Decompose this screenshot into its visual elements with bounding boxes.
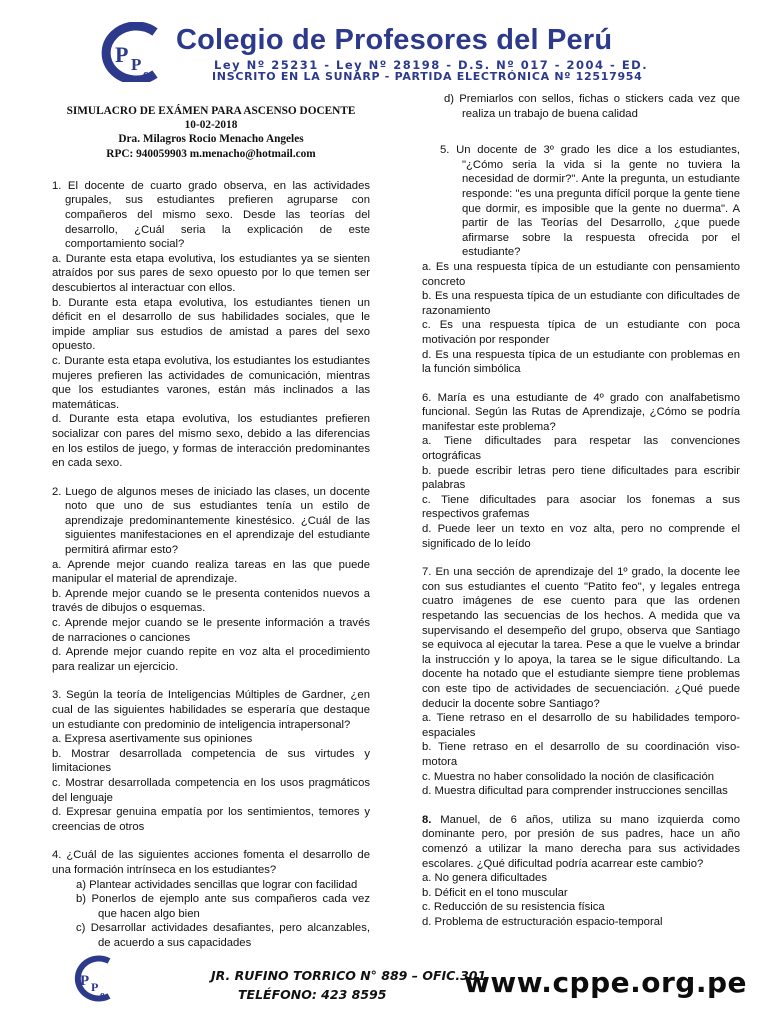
question-stem: 6. María es una estudiante de 4º grado con analfabetismo funcional. Según las Rutas de Aprendizaje, ¿Cómo se podría manifestar este problema? (422, 391, 740, 433)
legal-line: Ley Nº 25231 - Ley Nº 28198 - D.S. Nº 017 - 2004 - ED. (214, 58, 649, 72)
left-column (52, 104, 370, 965)
question-5 (422, 143, 740, 377)
footer-phone: TELÉFONO: 423 8595 (238, 987, 387, 1002)
option-a: a. No genera dificultades (422, 872, 547, 885)
option-c: c. Mostrar desarrollada competencia en los usos pragmáticos del lenguaje (52, 776, 370, 804)
option-a: a. Tiene retraso en el desarrollo de su habilidades temporo-espaciales (422, 712, 740, 739)
college-logo (93, 22, 169, 82)
svg-text:e: e (100, 990, 105, 1001)
option-a: a. Aprende mejor cuando realiza tareas en las que puede manipular el material de aprendizaje. (52, 558, 370, 586)
question-2 (52, 485, 370, 675)
document-title: SIMULACRO DE EXÁMEN PARA ASCENSO DOCENTE (66, 105, 356, 117)
document-contact: RPC: 940059903 m.menacho@hotmail.com (106, 147, 316, 160)
website-link[interactable]: www.cppe.org.pe (464, 966, 748, 999)
option-d: d. Durante esta etapa evolutiva, los estudiantes prefieren socializar con pares del mismo sexo, debido a las diferencias en los estilos de juego, y formas de interacción predominantes en cada sexo. (52, 413, 370, 470)
option-d: d) Premiarlos con sellos, fichas o stickers cada vez que realiza un trabajo de buena calidad (444, 93, 740, 120)
question-8 (422, 813, 740, 930)
svg-text:P: P (80, 973, 90, 989)
question-6 (422, 391, 740, 552)
option-b: b. Es una respuesta típica de un estudiante con dificultades de razonamiento (422, 290, 740, 317)
question-1 (52, 179, 370, 471)
question-stem: 5. Un docente de 3º grado les dice a los estudiantes, "¿Cómo seria la vida si la gente no tuviera la necesidad de dormir?". Ante la pregunta, un estudiante responde: "es una pregunta difícil porque la gente tiene que dormir, es imposible que la gente no duerma". A partir de las Teorías del Desarrollo, ¿que puede afirmarse sobre la respuesta ofrecida por el estudiante? (440, 144, 740, 259)
option-d: d. Problema de estructuración espacio-temporal (422, 915, 663, 928)
question-number: 8. (422, 813, 432, 826)
document-date: 10-02-2018 (184, 119, 238, 132)
right-column (422, 92, 740, 943)
option-d: d. Puede leer un texto en voz alta, pero no comprende el significado de lo leído (422, 523, 740, 550)
option-c: c. Aprende mejor cuando se le presente información a través de narraciones o canciones (52, 617, 370, 644)
option-d: d. Aprende mejor cuando repite en voz alta el procedimiento para realizar un ejercicio. (52, 646, 370, 673)
svg-text:P: P (91, 980, 99, 994)
question-4-continued (422, 92, 740, 121)
option-c: c. Reducción de su resistencia física (422, 901, 605, 914)
document-author: Dra. Milagros Rocio Menacho Angeles (118, 133, 304, 146)
option-c: c. Muestra no haber consolidado la noción de clasificación (422, 770, 715, 783)
question-stem: 7. En una sección de aprendizaje del 1º grado, la docente lee con sus estudiantes el cuento "Patito feo", y legales entrega cuatro imágenes de ese cuento para que las ordenen respetando las secuencias de los hechos. A medida que va supervisando el desempeño del grupo, observa que Santiago se equivoca al ejecutar la tarea. Pese a que le vuelve a brindar la instrucción y lo apoya, la tarea se le sigue dificultando. La docente ha notado que el estudiante siempre tiene problemas con este tipo de actividades de secuenciación. ¿Qué puede deducir la docente sobre Santiago? (422, 566, 740, 710)
question-7 (422, 565, 740, 799)
option-a: a) Plantear actividades sencillas que lograr con facilidad (76, 878, 358, 891)
svg-text:e: e (143, 66, 149, 81)
option-a: a. Es una respuesta típica de un estudiante con pensamiento concreto (422, 260, 740, 288)
option-a: a. Expresa asertivamente sus opiniones (52, 733, 253, 746)
document-header (52, 104, 370, 161)
footer-logo (66, 953, 118, 1003)
question-stem: 1. El docente de cuarto grado observa, en las actividades grupales, sus estudiantes prefieren agruparse con compañeros del mismo sexo. Desde las teorías del desarrollo, ¿Cuál seria la explicación de este comportamiento social? (52, 179, 370, 251)
svg-text:P: P (131, 55, 142, 74)
question-text: Manuel, de 6 años, utiliza su mano izquierda como dominante pero, por presión de sus padres, hace un año comenzó a utilizar la mano derecha para sus actividades escolares. ¿Qué dificultad podría acarrear este cambio? (422, 813, 740, 870)
option-d: d. Expresar genuina empatía por los sentimientos, temores y creencias de otros (52, 806, 370, 833)
option-b: b. Mostrar desarrollada competencia de sus virtudes y limitaciones (52, 747, 370, 775)
question-3 (52, 688, 370, 834)
option-d: d. Es una respuesta típica de un estudiante con problemas en la función simbólica (422, 348, 740, 376)
option-a: a. Durante esta etapa evolutiva, los estudiantes ya se sienten atraídos por sus pares de sexo opuesto por lo que temen ser descubiertos al interactuar con ellos. (52, 252, 370, 294)
option-d: d. Muestra dificultad para comprender instrucciones sencillas (422, 785, 728, 798)
footer-address: JR. RUFINO TORRICO N° 889 – OFIC.301 (211, 968, 487, 983)
footer-contact (211, 966, 486, 1004)
svg-text:P: P (115, 42, 129, 67)
option-b: b. Durante esta etapa evolutiva, los estudiantes tienen un déficit en el desarrollo de sus habilidades sociales, que le impide ampliar sus estudios de amistad a pares del sexo opuesto. (52, 296, 370, 353)
question-stem: 4. ¿Cuál de las siguientes acciones fomenta el desarrollo de una formación intrínseca en los estudiantes? (52, 849, 370, 876)
option-b: b. puede escribir letras pero tiene dificultades para escribir palabras (422, 464, 740, 492)
option-c: c. Tiene dificultades para asociar los fonemas a sus respectivos grafemas (422, 493, 740, 521)
question-stem: 2. Luego de algunos meses de iniciado las clases, un docente noto que uno de sus estudiantes tenía un estilo de aprendizaje predominantemente kinestésico. ¿Cuál de las siguientes manifestaciones en el aprendizaje del estudiante permitirá afirmar esto? (52, 485, 370, 557)
option-c: c) Desarrollar actividades desafiantes, pero alcanzables, de acuerdo a sus capacidades (76, 922, 370, 949)
registry-line: INSCRITO EN LA SUNARP - PARTIDA ELECTRÓNICA Nº 12517954 (212, 70, 643, 83)
option-b: b) Ponerlos de ejemplo ante sus compañeros cada vez que hacen algo bien (76, 893, 370, 920)
option-b: b. Déficit en el tono muscular (422, 886, 568, 899)
question-4 (52, 848, 370, 950)
option-c: c. Es una respuesta típica de un estudiante con poca motivación por responder (422, 319, 740, 346)
question-stem (422, 813, 740, 871)
option-a: a. Tiene dificultades para respetar las convenciones ortográficas (422, 435, 740, 463)
question-stem: 3. Según la teoría de Inteligencias Múltiples de Gardner, ¿en cual de las siguientes habilidades se esperaría que destaque un estudiante con predominio de inteligencia intrapersonal? (52, 689, 370, 731)
option-b: b. Tiene retraso en el desarrollo de su coordinación viso-motora (422, 741, 740, 768)
college-name: Colegio de Profesores del Perú (176, 24, 613, 56)
option-b: b. Aprende mejor cuando se le presenta contenidos nuevos a través de dibujos o esquemas. (52, 587, 370, 615)
option-c: c. Durante esta etapa evolutiva, los estudiantes los estudiantes mujeres prefieren las actividades de comunicación, mientras que los estudiantes varones, están más inclinados a las matemáticas. (52, 354, 370, 411)
